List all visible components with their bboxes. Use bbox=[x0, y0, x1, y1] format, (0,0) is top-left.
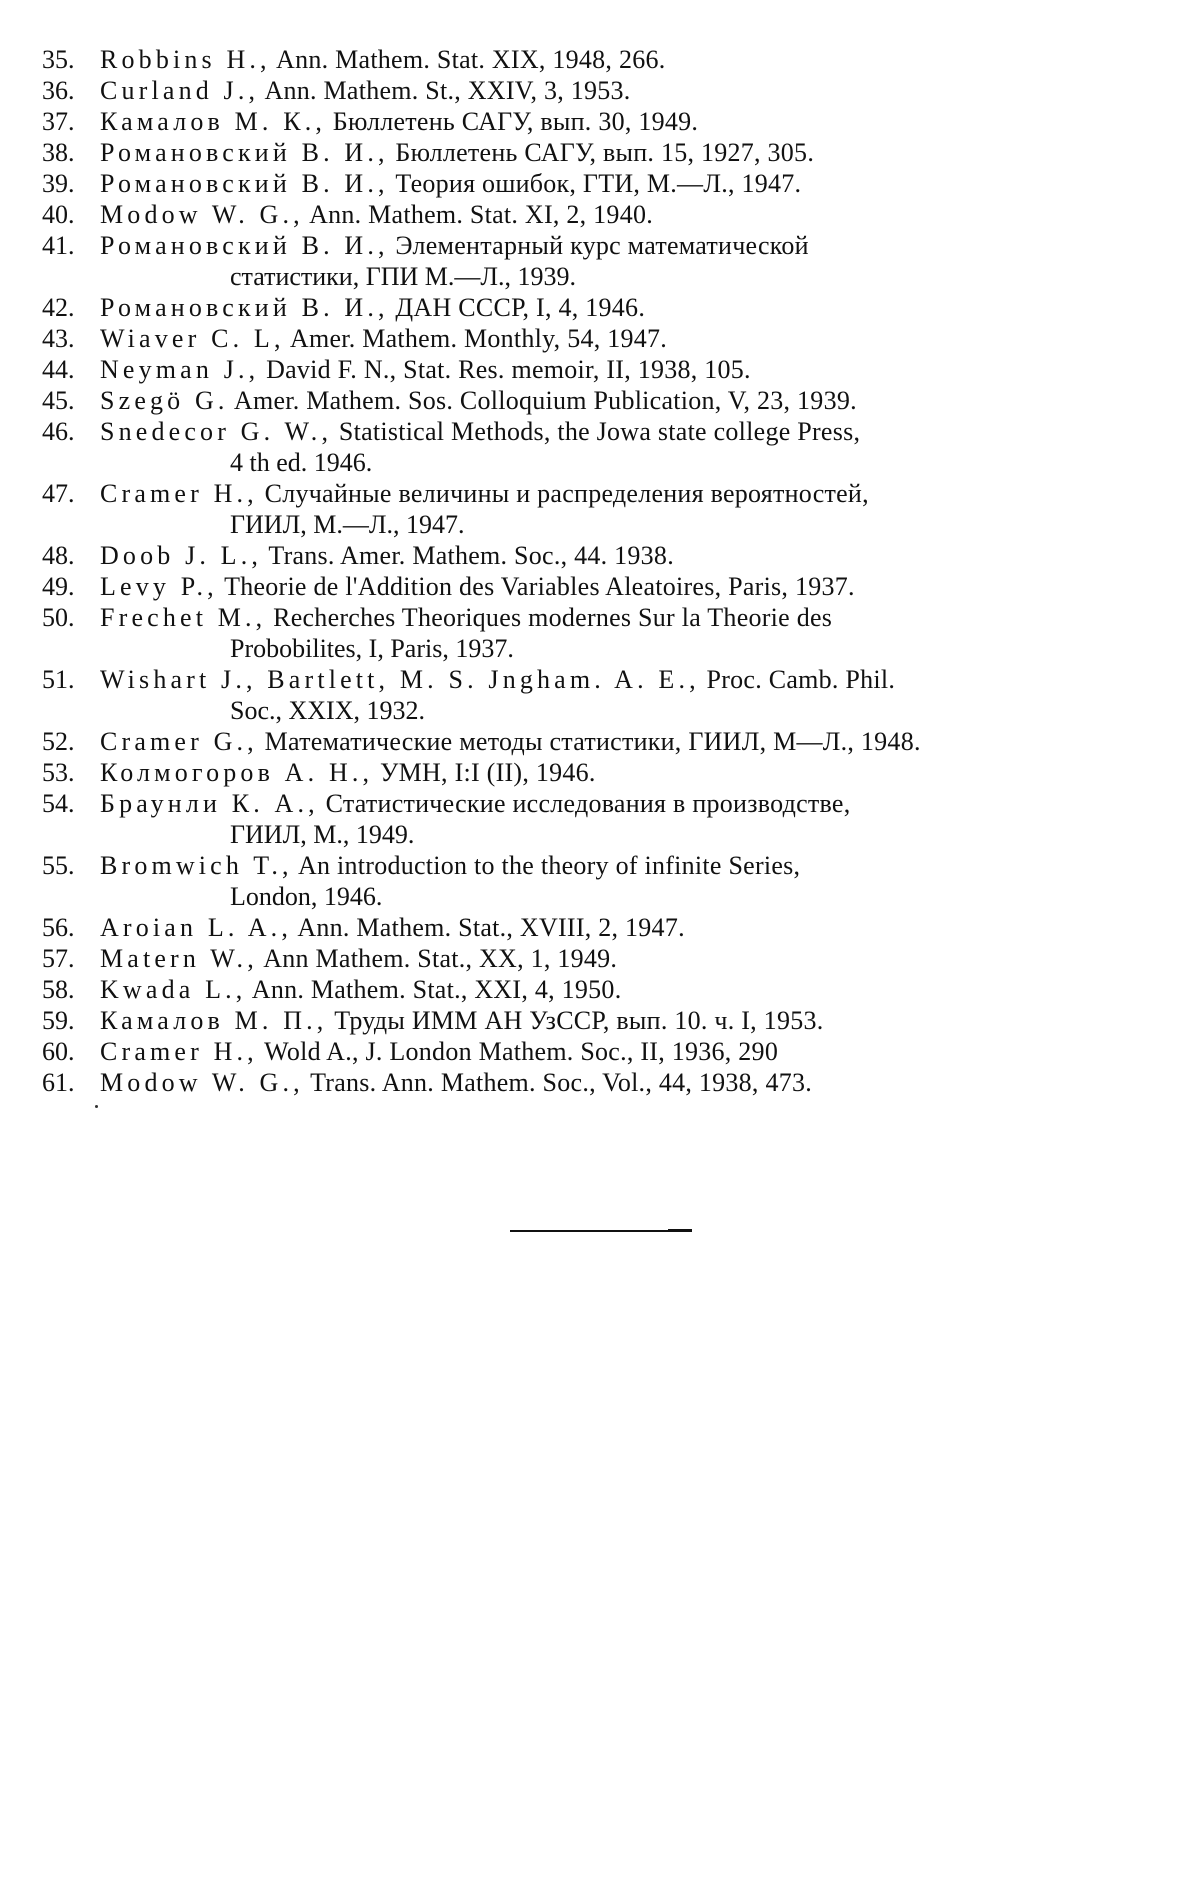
reference-source: Proc. Camb. Phil. bbox=[699, 665, 896, 694]
reference-item bbox=[42, 478, 1150, 540]
reference-number: 36. bbox=[42, 76, 75, 105]
reference-text bbox=[100, 137, 1150, 168]
reference-item bbox=[42, 912, 1150, 943]
reference-item bbox=[42, 323, 1150, 354]
reference-number: 41. bbox=[42, 231, 75, 260]
reference-item bbox=[42, 1067, 1150, 1098]
reference-number: 60. bbox=[42, 1037, 75, 1066]
reference-item bbox=[42, 354, 1150, 385]
reference-number: 35. bbox=[42, 45, 75, 74]
reference-source: David F. N., Stat. Res. memoir, II, 1938, 105. bbox=[259, 355, 751, 384]
reference-item bbox=[42, 44, 1150, 75]
reference-author: Levy P., bbox=[100, 572, 218, 601]
reference-source: Теория ошибок, ГТИ, М.—Л., 1947. bbox=[388, 169, 802, 198]
reference-author: Wishart J., Bartlett, M. S. Jngham. A. E., bbox=[100, 665, 700, 694]
reference-number: 39. bbox=[42, 169, 75, 198]
reference-number: 56. bbox=[42, 913, 75, 942]
reference-author: Curland J., bbox=[100, 76, 260, 105]
reference-text bbox=[100, 168, 1150, 199]
reference-author: Камалов М. П., bbox=[100, 1006, 328, 1035]
reference-item bbox=[42, 106, 1150, 137]
reference-text bbox=[100, 323, 1150, 354]
reference-text bbox=[100, 850, 1150, 912]
reference-author: Романовский В. И., bbox=[100, 231, 389, 260]
reference-text bbox=[100, 726, 1150, 757]
reference-author: Wiaver C. L, bbox=[100, 324, 285, 353]
reference-continuation: Soc., XXIX, 1932. bbox=[230, 696, 425, 725]
reference-source: Математические методы статистики, ГИИЛ, М—Л., 1948. bbox=[257, 727, 921, 756]
reference-text bbox=[100, 602, 1150, 664]
reference-number: 49. bbox=[42, 572, 75, 601]
reference-text bbox=[100, 199, 1150, 230]
reference-item bbox=[42, 974, 1150, 1005]
reference-item bbox=[42, 757, 1150, 788]
reference-source: Бюллетень САГУ, вып. 15, 1927, 305. bbox=[388, 138, 815, 167]
reference-item bbox=[42, 168, 1150, 199]
stray-print-dot bbox=[95, 1105, 98, 1108]
reference-number: 42. bbox=[42, 293, 75, 322]
reference-author: Романовский В. И., bbox=[100, 169, 389, 198]
reference-continuation: ГИИЛ, М.—Л., 1947. bbox=[230, 510, 465, 539]
reference-author: Bromwich T., bbox=[100, 851, 293, 880]
reference-source: Ann. Mathem. Stat., XVIII, 2, 1947. bbox=[292, 913, 685, 942]
reference-source: Trans. Amer. Mathem. Soc., 44. 1938. bbox=[262, 541, 674, 570]
reference-author: Aroian L. A., bbox=[100, 913, 293, 942]
reference-author: Cramer H., bbox=[100, 479, 258, 508]
reference-source: ДАН СССР, I, 4, 1946. bbox=[388, 293, 646, 322]
reference-number: 59. bbox=[42, 1006, 75, 1035]
reference-author: Романовский В. И., bbox=[100, 293, 389, 322]
reference-author: Камалов М. К., bbox=[100, 107, 327, 136]
reference-item bbox=[42, 850, 1150, 912]
reference-text bbox=[100, 416, 1150, 478]
reference-text bbox=[100, 1005, 1150, 1036]
reference-author: Robbins H., bbox=[100, 45, 271, 74]
reference-source: Статистические исследования в производстве, bbox=[318, 789, 851, 818]
reference-text bbox=[100, 75, 1150, 106]
reference-item bbox=[42, 1005, 1150, 1036]
reference-author: Doob J. L., bbox=[100, 541, 263, 570]
reference-item bbox=[42, 602, 1150, 664]
reference-number: 58. bbox=[42, 975, 75, 1004]
reference-source: Ann. Mathem. Stat. XI, 2, 1940. bbox=[303, 200, 653, 229]
reference-item bbox=[42, 230, 1150, 292]
reference-number: 43. bbox=[42, 324, 75, 353]
reference-number: 52. bbox=[42, 727, 75, 756]
reference-item bbox=[42, 416, 1150, 478]
reference-item bbox=[42, 540, 1150, 571]
reference-continuation: ГИИЛ, М., 1949. bbox=[230, 820, 415, 849]
reference-source: Труды ИММ АН УзССР, вып. 10. ч. I, 1953. bbox=[327, 1006, 824, 1035]
reference-author: Cramer H., bbox=[100, 1037, 258, 1066]
reference-item bbox=[42, 664, 1150, 726]
reference-number: 38. bbox=[42, 138, 75, 167]
reference-source: УМН, I:I (II), 1946. bbox=[373, 758, 596, 787]
reference-number: 48. bbox=[42, 541, 75, 570]
reference-continuation: 4 th ed. 1946. bbox=[230, 448, 373, 477]
reference-author: Романовский В. И., bbox=[100, 138, 389, 167]
reference-text bbox=[100, 478, 1150, 540]
reference-item bbox=[42, 137, 1150, 168]
reference-author: Браунли К. А., bbox=[100, 789, 319, 818]
reference-source: Recherches Theoriques modernes Sur la Theorie des bbox=[266, 603, 833, 632]
reference-text bbox=[100, 571, 1150, 602]
reference-number: 55. bbox=[42, 851, 75, 880]
reference-text bbox=[100, 1067, 1150, 1098]
reference-number: 51. bbox=[42, 665, 75, 694]
reference-source: Ann. Mathem. St., XXIV, 3, 1953. bbox=[259, 76, 631, 105]
reference-text bbox=[100, 943, 1150, 974]
reference-item bbox=[42, 199, 1150, 230]
reference-source: Случайные величины и распределения вероятностей, bbox=[257, 479, 869, 508]
reference-author: Snedecor G. W., bbox=[100, 417, 333, 446]
reference-item bbox=[42, 571, 1150, 602]
reference-number: 61. bbox=[42, 1068, 75, 1097]
reference-text bbox=[100, 788, 1150, 850]
reference-number: 44. bbox=[42, 355, 75, 384]
reference-author: Szegö G. bbox=[100, 386, 229, 415]
reference-author: Frechet M., bbox=[100, 603, 267, 632]
reference-author: Modow W. G., bbox=[100, 1068, 304, 1097]
reference-number: 54. bbox=[42, 789, 75, 818]
reference-number: 46. bbox=[42, 417, 75, 446]
reference-item bbox=[42, 385, 1150, 416]
reference-source: Ann. Mathem. Stat., XXI, 4, 1950. bbox=[246, 975, 622, 1004]
reference-continuation: статистики, ГПИ М.—Л., 1939. bbox=[230, 262, 577, 291]
reference-item bbox=[42, 292, 1150, 323]
reference-author: Neyman J., bbox=[100, 355, 260, 384]
reference-source: Ann. Mathem. Stat. XIX, 1948, 266. bbox=[270, 45, 666, 74]
reference-source: Amer. Mathem. Monthly, 54, 1947. bbox=[284, 324, 668, 353]
reference-number: 47. bbox=[42, 479, 75, 508]
reference-author: Modow W. G., bbox=[100, 200, 304, 229]
reference-text bbox=[100, 106, 1150, 137]
reference-item bbox=[42, 75, 1150, 106]
reference-text bbox=[100, 44, 1150, 75]
reference-author: Kwada L., bbox=[100, 975, 247, 1004]
reference-text bbox=[100, 540, 1150, 571]
reference-number: 40. bbox=[42, 200, 75, 229]
reference-text bbox=[100, 974, 1150, 1005]
reference-source: Ann Mathem. Stat., XX, 1, 1949. bbox=[257, 944, 618, 973]
reference-item bbox=[42, 788, 1150, 850]
reference-number: 45. bbox=[42, 386, 75, 415]
reference-source: Amer. Mathem. Sos. Colloquium Publication, V, 23, 1939. bbox=[228, 386, 857, 415]
reference-number: 53. bbox=[42, 758, 75, 787]
reference-source: Элементарный курс математической bbox=[388, 231, 809, 260]
reference-author: Колмогоров А. Н., bbox=[100, 758, 374, 787]
reference-source: Бюллетень САГУ, вып. 30, 1949. bbox=[326, 107, 699, 136]
reference-author: Cramer G., bbox=[100, 727, 258, 756]
reference-text bbox=[100, 230, 1150, 292]
reference-text bbox=[100, 385, 1150, 416]
reference-list bbox=[42, 44, 1150, 1098]
reference-source: Wold A., J. London Mathem. Soc., II, 1936, 290 bbox=[257, 1037, 779, 1066]
reference-author: Matern W., bbox=[100, 944, 258, 973]
reference-continuation: London, 1946. bbox=[230, 882, 383, 911]
reference-number: 37. bbox=[42, 107, 75, 136]
reference-item bbox=[42, 943, 1150, 974]
reference-source: Trans. Ann. Mathem. Soc., Vol., 44, 1938, 473. bbox=[303, 1068, 812, 1097]
reference-source: Statistical Methods, the Jowa state college Press, bbox=[332, 417, 861, 446]
reference-number: 50. bbox=[42, 603, 75, 632]
reference-continuation: Probobilites, I, Paris, 1937. bbox=[230, 634, 514, 663]
reference-source: Theorie de l'Addition des Variables Aleatoires, Paris, 1937. bbox=[217, 572, 855, 601]
end-of-section-rule bbox=[510, 1230, 692, 1232]
reference-item bbox=[42, 1036, 1150, 1067]
reference-text bbox=[100, 664, 1150, 726]
reference-source: An introduction to the theory of infinite Series, bbox=[292, 851, 801, 880]
reference-text bbox=[100, 354, 1150, 385]
reference-text bbox=[100, 912, 1150, 943]
reference-number: 57. bbox=[42, 944, 75, 973]
reference-text bbox=[100, 1036, 1150, 1067]
reference-text bbox=[100, 292, 1150, 323]
reference-text bbox=[100, 757, 1150, 788]
reference-item bbox=[42, 726, 1150, 757]
